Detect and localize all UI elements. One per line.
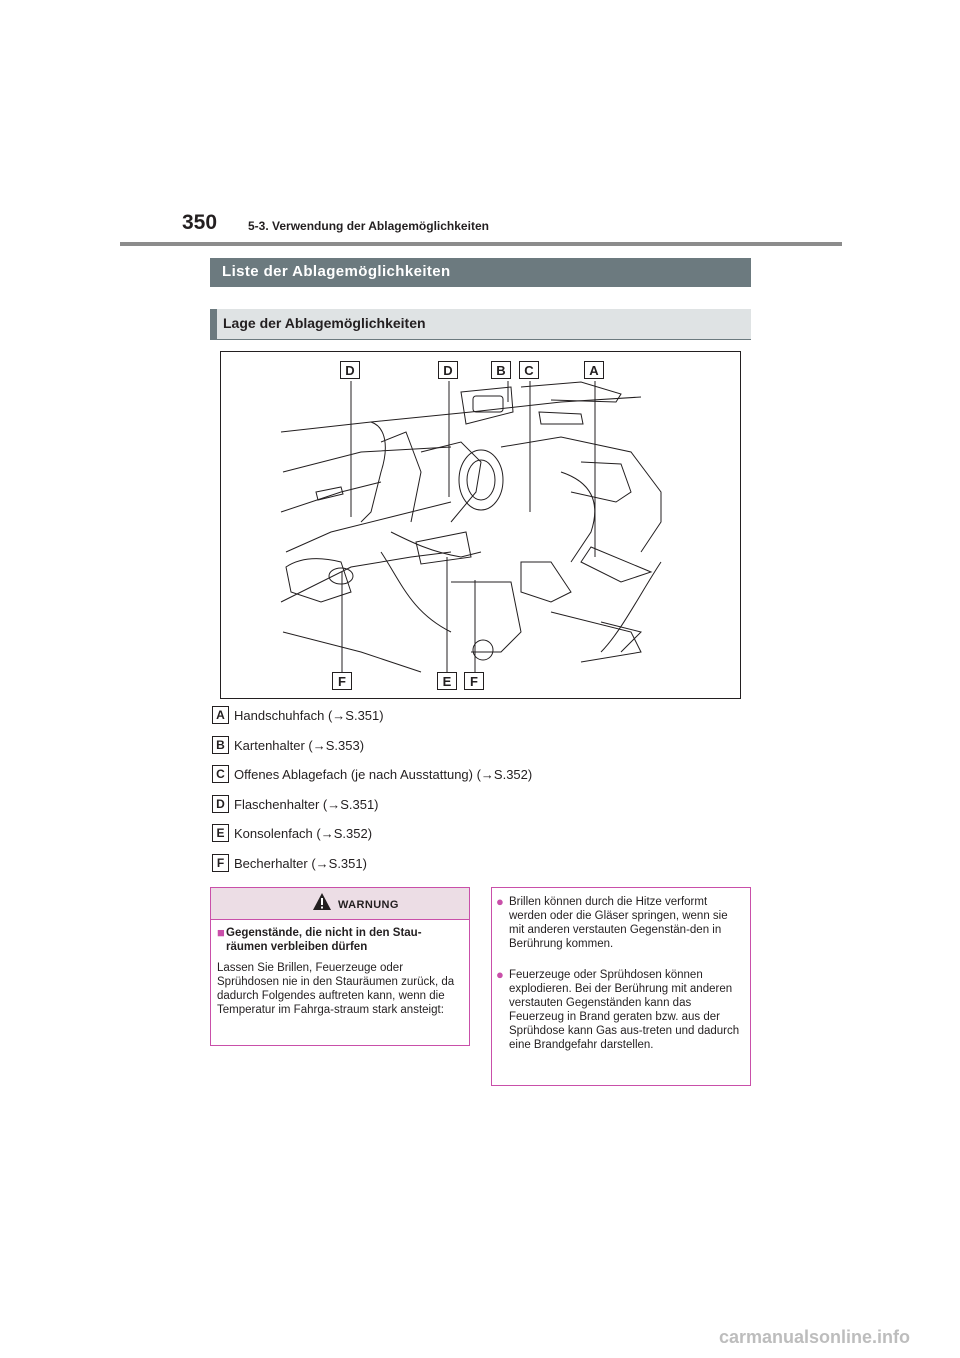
legend-item-e — [212, 824, 732, 844]
info-bullet-text: Feuerzeuge oder Sprühdosen können explodieren. Bei der Berührung mit anderen verstauten Gegenständen kann das Feuerzeug in Brand geraten bzw. aus der Sprühdose kann Gas aus-treten und dadurch eine Brandgefahr darstellen. — [509, 969, 740, 1051]
legend-letter: F — [212, 854, 229, 872]
legend-text: Handschuhfach (→S.351) — [234, 708, 384, 723]
legend-text: Flaschenhalter (→S.351) — [234, 797, 379, 812]
info-bullet-text: Brillen können durch die Hitze verformt werden oder die Gläser springen, wenn sie mit anderen verstauten Gegenstän-den in Berührung kommen. — [509, 896, 728, 950]
legend-item-f — [212, 854, 732, 874]
bullet-dot-icon: ● — [496, 967, 504, 982]
callout-f-left: F — [332, 672, 352, 690]
warning-triangle-icon — [312, 892, 332, 912]
legend-item-c — [212, 765, 732, 785]
header-divider — [120, 242, 842, 246]
legend-letter: E — [212, 824, 229, 842]
watermark: carmanualsonline.info — [719, 1327, 911, 1347]
callout-f-right: F — [464, 672, 484, 690]
legend-item-a — [212, 706, 732, 726]
callout-d-left: D — [340, 361, 360, 379]
list-heading: Liste der Ablagemöglichkeiten — [210, 258, 751, 287]
legend-text: Kartenhalter (→S.353) — [234, 738, 365, 753]
warning-subheading — [217, 925, 462, 953]
warning-header — [211, 888, 469, 920]
section-title: 5-3. Verwendung der Ablagemöglichkeiten — [248, 219, 489, 233]
square-bullet-icon: ■ — [217, 925, 225, 940]
legend-text: Konsolenfach (→S.352) — [234, 826, 373, 841]
legend-letter: D — [212, 795, 229, 813]
interior-illustration — [220, 351, 741, 699]
warning-title: WARNUNG — [338, 899, 399, 911]
bullet-dot-icon: ● — [496, 894, 504, 909]
legend-letter: C — [212, 765, 229, 783]
callout-c: C — [519, 361, 539, 379]
warning-subheading-text: Gegenstände, die nicht in den Stau-räumen verbleiben dürfen — [226, 927, 422, 953]
sub-heading: Lage der Ablagemöglichkeiten — [210, 309, 751, 340]
legend-item-b — [212, 736, 732, 756]
callout-b: B — [491, 361, 511, 379]
legend-item-d — [212, 795, 732, 815]
page-number: 350 — [182, 211, 218, 234]
car-interior-drawing — [221, 352, 740, 698]
warning-body: Lassen Sie Brillen, Feuerzeuge oder Sprühdosen nie in den Stauräumen zurück, da dadurch Folgendes auftreten kann, wenn die Temperatur im Fahrga-straum stark ansteigt: — [217, 962, 455, 1016]
callout-e: E — [437, 672, 457, 690]
callout-a: A — [584, 361, 604, 379]
legend-text: Offenes Ablagefach (je nach Ausstattung) (→S.352) — [234, 767, 533, 782]
legend-text: Becherhalter (→S.351) — [234, 856, 367, 871]
legend-letter: B — [212, 736, 229, 754]
warning-box — [210, 887, 470, 1046]
legend-letter: A — [212, 706, 229, 724]
info-box — [491, 887, 751, 1086]
callout-d-right: D — [438, 361, 458, 379]
